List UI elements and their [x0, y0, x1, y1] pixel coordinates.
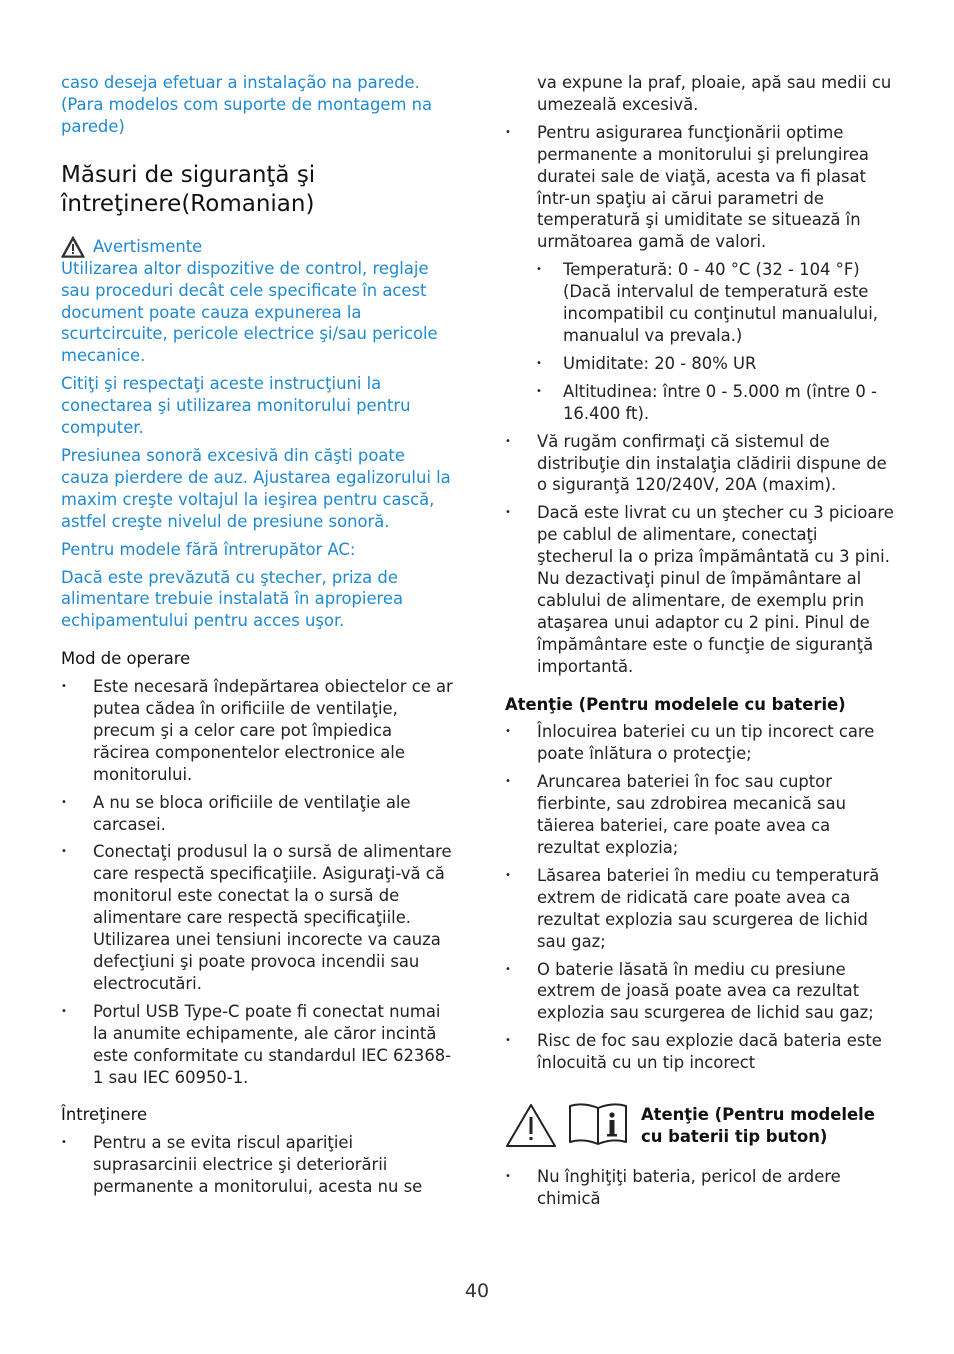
button-battery-heading: Atenţie (Pentru modelele cu baterii tip buton)	[641, 1105, 875, 1146]
list-item: • Aruncarea bateriei în foc sau cuptor fierbinte, sau zdrobirea mecanică sau tăierea bateriei, care poate avea ca rezultat explozia;	[505, 771, 897, 859]
button-battery-list	[505, 1166, 897, 1210]
warning-label: Avertismente	[93, 236, 203, 256]
warning-header	[61, 236, 453, 258]
page-number: 40	[464, 1280, 490, 1302]
warning-paragraph: Citiţi şi respectaţi aceste instrucţiuni la conectarea şi utilizarea monitorului pentru computer.	[61, 374, 411, 438]
list-item: • Nu înghiţiţi bateria, pericol de ardere chimică	[505, 1166, 897, 1210]
right-column	[505, 72, 897, 1216]
sub-list-item: • Altitudinea: între 0 - 5.000 m (între 0 - 16.400 ft).	[505, 381, 897, 425]
section-title: Măsuri de siguranţă şi întreţinere(Romanian)	[61, 161, 316, 217]
intretinere-heading: Întreţinere	[61, 1105, 148, 1125]
battery-list	[505, 721, 897, 1074]
list-item: • Vă rugăm confirmaţi că sistemul de distribuţie din instalaţia clădirii dispune de o siguranţă 120/240V, 20A (maxim).	[505, 431, 897, 497]
list-item: • Lăsarea bateriei în mediu cu temperatură extrem de ridicată care poate avea ca rezultat explozia sau scurgerea de lichid sau gaz;	[505, 865, 897, 953]
list-item: • Pentru a se evita riscul apariţiei suprasarcinii electrice şi deteriorării permanente a monitorului, acesta nu se	[61, 1132, 453, 1198]
mod-operare-list	[61, 676, 453, 1088]
warning-paragraph: Dacă este prevăzută cu ştecher, priza de alimentare trebuie instalată în apropierea echipamentului pentru acces uşor.	[61, 567, 404, 631]
power-list	[505, 431, 897, 678]
sub-list-item: • Temperatură: 0 - 40 °C (32 - 104 °F) (Dacă intervalul de temperatură este incompatibil cu conţinutul manualului, manualul va prevala.)	[505, 259, 897, 347]
warning-paragraph: Utilizarea altor dispozitive de control, reglaje sau proceduri decât cele specificate în acest document poate cauza expunerea la scurtcircuite, pericole electrice şi/sau pericole mecanice.	[61, 258, 438, 366]
list-item: • O baterie lăsată în mediu cu presiune extrem de joasă poate avea ca rezultat explozia sau scurgerea de lichid sau gaz;	[505, 959, 897, 1025]
manual-info-icon	[567, 1102, 629, 1146]
list-item: • Conectaţi produsul la o sursă de alimentare care respectă specificaţiile. Asiguraţi-vă că monitorul este conectat la o sursă de alimentare care respectă specificaţiile. Utilizarea unei tensiuni incorecte va cauza defecţiuni şi poate provoca incendii sau electrocutări.	[61, 841, 453, 994]
list-item: • Dacă este livrat cu un ştecher cu 3 picioare pe cablul de alimentare, conectaţi ştecherul la o priza împământată cu 3 pini. Nu dezactivaţi pinul de împământare al cablului de alimentare, de exemplu prin ataşarea unui adaptor cu 2 pini. Pinul de împământare este o funcţie de siguranţă importantă.	[505, 502, 897, 677]
list-item: • Portul USB Type-C poate fi conectat numai la anumite echipamente, ale căror incintă este conformitate cu standardul IEC 62368-1 sau IEC 60950-1.	[61, 1001, 453, 1089]
list-item: • A nu se bloca orificiile de ventilaţie ale carcasei.	[61, 792, 453, 836]
list-item: • Risc de foc sau explozie dacă bateria este înlocuită cu un tip incorect	[505, 1030, 897, 1074]
warning-paragraph: Presiunea sonoră excesivă din căşti poate cauza pierdere de auz. Ajustarea egalizorului la maxim creşte voltajul la ieşirea pentru cască, astfel creşte nivelul de presiune sonoră.	[61, 445, 451, 531]
mod-operare-heading: Mod de operare	[61, 649, 191, 669]
conditions-sublist	[505, 259, 897, 424]
button-battery-caution	[505, 1102, 897, 1148]
intro-text: caso deseja efetuar a instalação na parede. (Para modelos com suporte de montagem na parede)	[61, 73, 433, 136]
left-column	[61, 72, 453, 1204]
conditions-list	[505, 122, 897, 253]
warning-paragraph: Pentru modele fără întrerupător AC:	[61, 539, 356, 559]
sub-list-item: • Umiditate: 20 - 80% UR	[505, 353, 897, 375]
continuation-text: va expune la praf, ploaie, apă sau medii cu umezeală excesivă.	[537, 73, 892, 114]
intretinere-list	[61, 1132, 453, 1198]
list-item: • Este necesară îndepărtarea obiectelor ce ar putea cădea în orificiile de ventilaţie, precum şi a celor care pot împiedica răcirea componentelor electronice ale monitorului.	[61, 676, 453, 786]
list-item: • Pentru asigurarea funcţionării optime permanente a monitorului şi prelungirea duratei sale de viaţă, acesta va fi plasat într-un spaţiu ai cărui parametri de temperatură şi umiditate se situează în următoarea gamă de valori.	[505, 122, 897, 253]
list-item: • Înlocuirea bateriei cu un tip incorect care poate înlătura o protecţie;	[505, 721, 897, 765]
battery-heading: Atenţie (Pentru modelele cu baterie)	[505, 694, 846, 714]
warning-triangle-icon	[61, 236, 85, 258]
caution-triangle-icon	[505, 1102, 557, 1148]
